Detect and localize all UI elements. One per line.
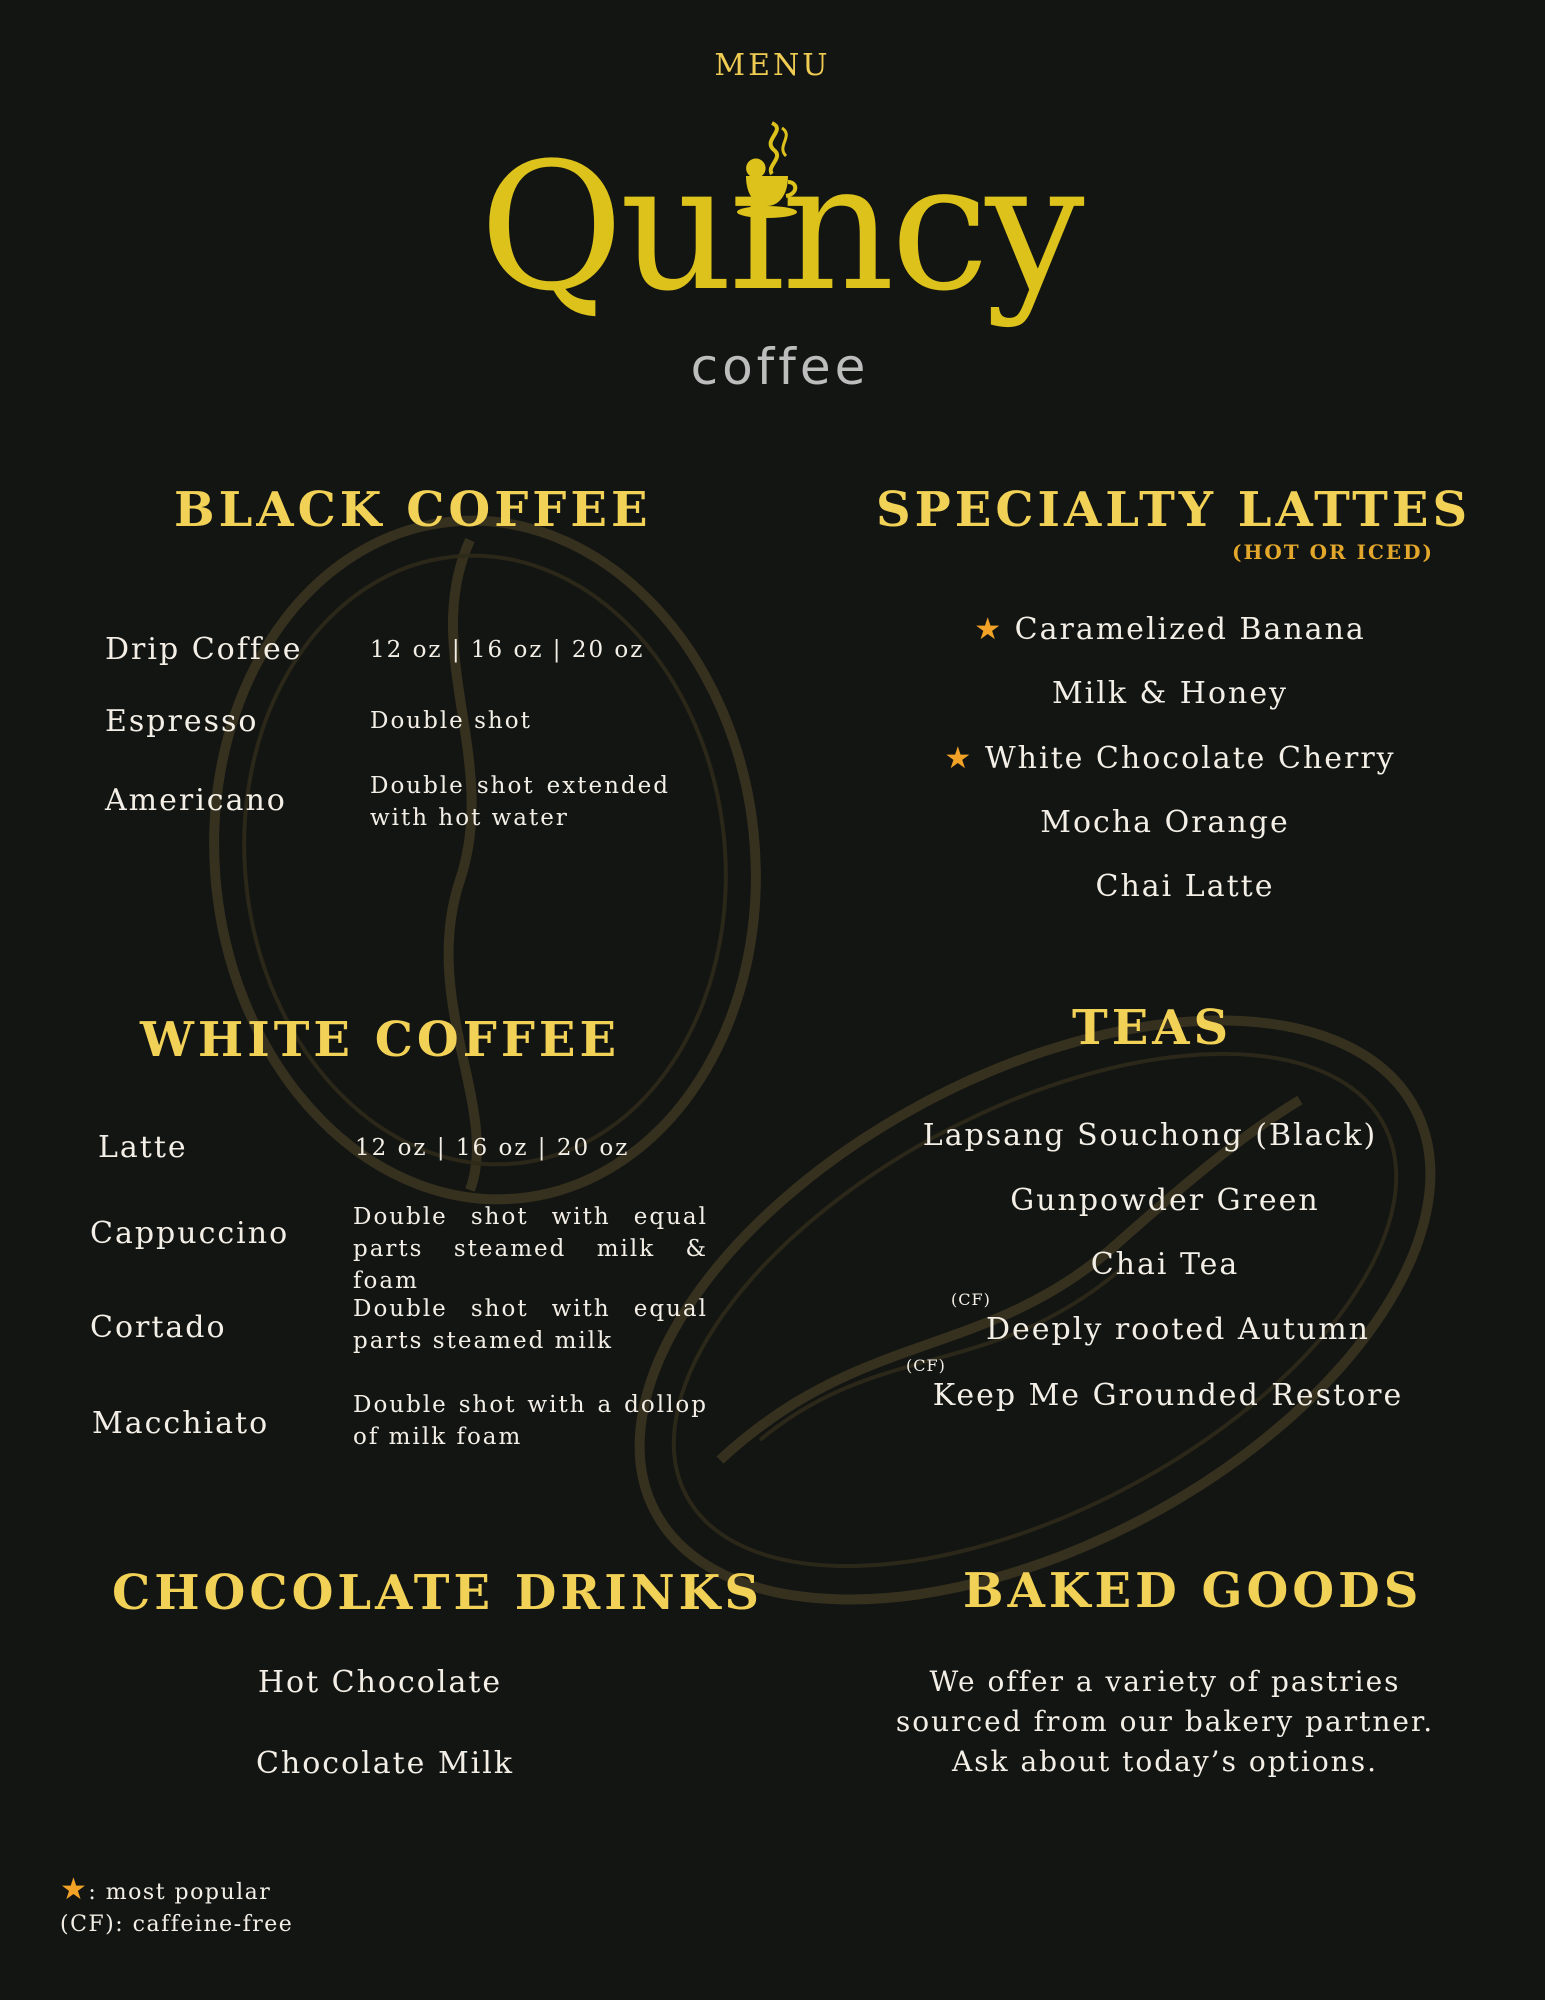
menu-item-name: Cappuccino <box>90 1216 290 1251</box>
menu-item-name: Latte <box>98 1130 188 1165</box>
tea-name: Keep Me Grounded Restore <box>932 1378 1404 1413</box>
menu-item-desc: Double shot with equal parts steamed milk & foam <box>353 1204 708 1294</box>
latte-name: White Chocolate Cherry <box>984 741 1396 776</box>
latte-name: Caramelized Banana <box>1014 612 1366 647</box>
teas-heading: TEAS <box>1072 1000 1233 1056</box>
baked-goods-heading: BAKED GOODS <box>963 1563 1423 1619</box>
chocolate-drinks-heading: CHOCOLATE DRINKS <box>112 1565 763 1621</box>
tea-name: Deeply rooted Autumn <box>986 1312 1370 1347</box>
legend-popular <box>60 1872 271 1907</box>
specialty-lattes-subheading: (HOT OR ICED) <box>1232 540 1434 564</box>
chocolate-drink-name: Chocolate Milk <box>255 1746 515 1781</box>
tea-name: Chai Tea <box>1090 1247 1240 1282</box>
black-coffee-heading: BLACK COFFEE <box>174 482 652 538</box>
list-item <box>860 1118 1440 1153</box>
list-item <box>100 1746 670 1781</box>
menu-item-desc: 12 oz | 16 oz | 20 oz <box>355 1135 630 1161</box>
list-item <box>95 1665 665 1700</box>
logo-subtitle: coffee <box>690 338 870 396</box>
star-icon: ★ <box>944 741 974 776</box>
menu-item-name: Americano <box>105 783 287 818</box>
list-item <box>875 805 1455 840</box>
quincy-coffee-logo <box>470 118 1090 398</box>
latte-name: Chai Latte <box>1095 869 1275 904</box>
legend-caffeine-free: (CF): caffeine-free <box>60 1912 294 1937</box>
specialty-lattes-heading: SPECIALTY LATTES <box>876 482 1472 538</box>
tea-name: Gunpowder Green <box>1010 1183 1320 1218</box>
chocolate-drink-name: Hot Chocolate <box>257 1665 503 1700</box>
list-item <box>895 869 1475 904</box>
latte-name: Mocha Orange <box>1040 805 1290 840</box>
legend-popular-text: : most popular <box>88 1880 272 1905</box>
menu-item-name: Espresso <box>105 704 259 739</box>
list-item <box>880 612 1460 647</box>
latte-name: Milk & Honey <box>1051 676 1289 711</box>
caffeine-free-tag: (CF) <box>951 1290 991 1309</box>
menu-item-desc: Double shot extended with hot water <box>370 773 670 831</box>
menu-label: MENU <box>714 48 831 83</box>
menu-item-desc: 12 oz | 16 oz | 20 oz <box>370 637 645 663</box>
menu-item-name: Cortado <box>90 1310 227 1345</box>
tea-name: Lapsang Souchong (Black) <box>922 1118 1378 1153</box>
paragraph-line: sourced from our bakery partner. <box>895 1705 1435 1738</box>
baked-goods-description <box>855 1662 1475 1782</box>
list-item <box>878 1378 1458 1413</box>
list-item <box>880 676 1460 711</box>
list-item <box>875 1247 1455 1282</box>
menu-item-desc: Double shot with a dollop of milk foam <box>353 1392 708 1450</box>
menu-item-desc: Double shot <box>370 708 532 734</box>
menu-item-name: Drip Coffee <box>105 632 303 667</box>
logo-wordmark: Quincy <box>479 125 1081 330</box>
white-coffee-heading: WHITE COFFEE <box>140 1012 621 1068</box>
caffeine-free-tag: (CF) <box>906 1356 946 1375</box>
list-item <box>875 1183 1455 1218</box>
list-item <box>880 741 1460 776</box>
paragraph-line: We offer a variety of pastries <box>929 1665 1401 1698</box>
paragraph-line: Ask about today’s options. <box>952 1745 1378 1778</box>
menu-item-desc: Double shot with equal parts steamed milk <box>353 1296 708 1354</box>
star-icon: ★ <box>60 1872 89 1907</box>
menu-item-name: Macchiato <box>92 1406 270 1441</box>
star-icon: ★ <box>974 612 1004 647</box>
list-item <box>888 1312 1468 1347</box>
